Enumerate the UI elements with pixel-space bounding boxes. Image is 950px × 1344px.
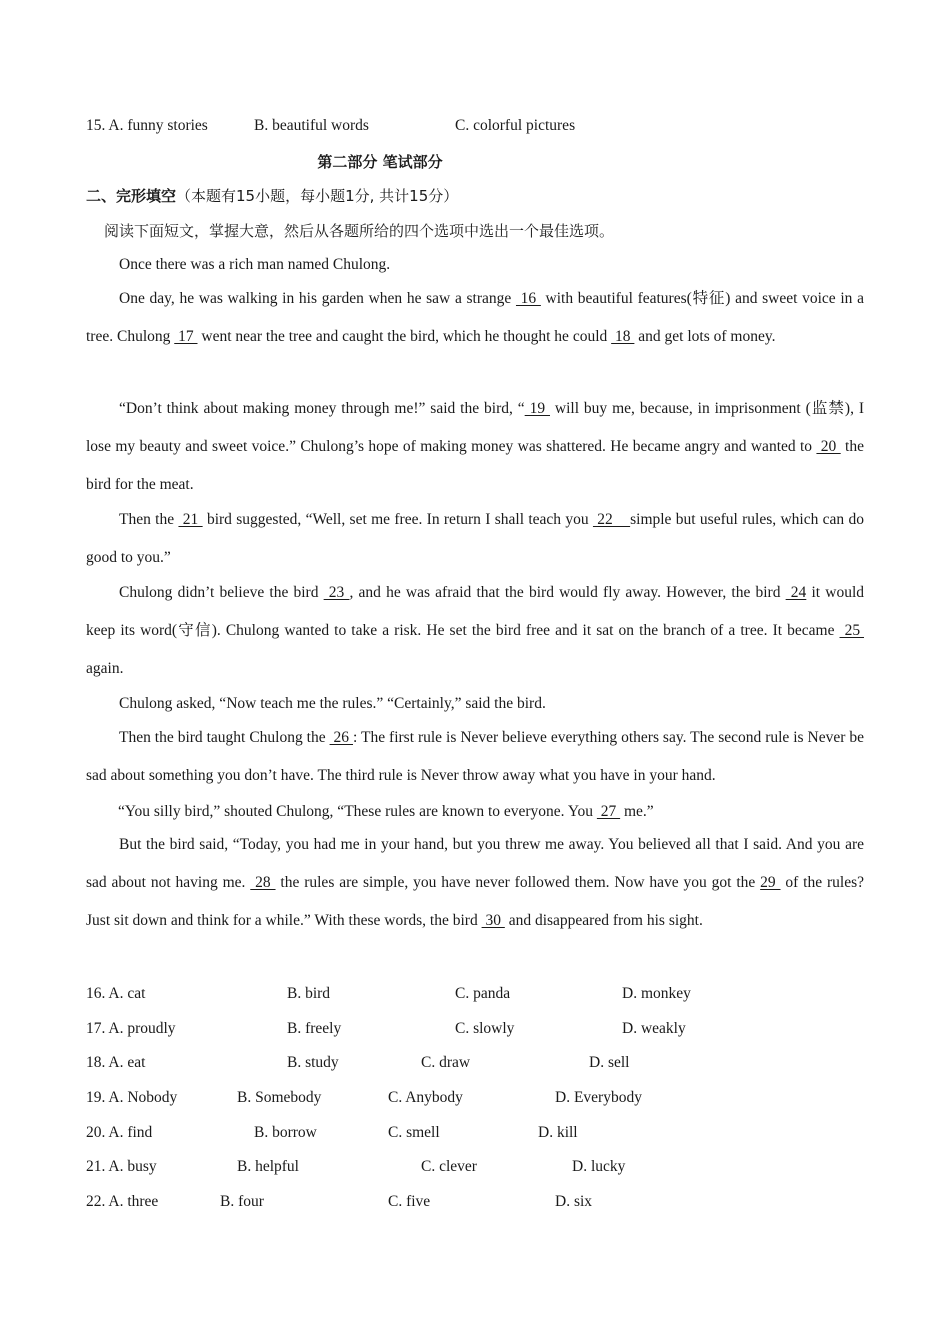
- blank-21: 21: [178, 511, 203, 528]
- passage-paragraph-8: [86, 801, 864, 823]
- q22-option-a: 22. A. three: [86, 1193, 159, 1210]
- q20-option-a: 20. A. find: [86, 1124, 153, 1141]
- text: with beautiful features(特征) and sweet voice in a tree. Chulong: [86, 290, 865, 345]
- q16-option-d: D. monkey: [622, 985, 691, 1002]
- passage-paragraph-3: [86, 390, 864, 504]
- text: bird suggested, “Well, set me free. In return I shall teach you: [202, 511, 593, 528]
- text: the bird for the meat.: [86, 438, 864, 493]
- q16-option-c: C. panda: [455, 985, 511, 1002]
- q22-option-c: C. five: [388, 1193, 431, 1210]
- blank-29: 29: [760, 874, 781, 891]
- q20-option-c: C. smell: [388, 1124, 440, 1141]
- q18-option-c: C. draw: [421, 1054, 471, 1071]
- text: Then the: [119, 511, 179, 528]
- text: the rules are simple, you have never followed them. Now have you got the: [275, 874, 761, 891]
- blank-19: 19: [524, 400, 550, 417]
- instruction: 阅读下面短文，掌握大意，然后从各题所给的四个选项中选出一个最佳选项。: [104, 222, 615, 240]
- text: : The first rule is Never believe everything others say. The second rule is Never be sad about something you don’t have. The third rule is Never throw away what you have in your hand.: [86, 729, 864, 784]
- passage-paragraph-1: Once there was a rich man named Chulong.: [119, 256, 391, 273]
- passage-paragraph-9: [86, 826, 864, 940]
- blank-24: 24: [785, 584, 807, 601]
- q17-option-c: C. slowly: [455, 1020, 515, 1037]
- q16-option-a: 16. A. cat: [86, 985, 146, 1002]
- text: and disappeared from his sight.: [504, 912, 703, 929]
- text: Chulong didn’t believe the bird: [119, 584, 324, 601]
- text: me.”: [620, 803, 654, 820]
- text: again.: [86, 660, 124, 677]
- text: Then the bird taught Chulong the: [119, 729, 330, 746]
- q17-option-a: 17. A. proudly: [86, 1020, 176, 1037]
- q20-option-d: D. kill: [538, 1124, 578, 1141]
- q19-option-a: 19. A. Nobody: [86, 1089, 178, 1106]
- text: went near the tree and caught the bird, which he thought he could: [197, 328, 612, 345]
- q15-option-c: C. colorful pictures: [455, 117, 576, 134]
- blank-27: 27: [596, 803, 621, 820]
- section-note: （本题有15小题，每小题1分, 共计15分）: [176, 187, 459, 205]
- q20-option-b: B. borrow: [254, 1124, 317, 1141]
- section-title: 二、完形填空: [86, 187, 177, 205]
- text: it would keep its word(守信). Chulong wanted to take a risk. He set the bird free and it sat on the branch of a tree. It became: [86, 584, 865, 639]
- text: But the bird said, “Today, you had me in your hand, but you threw me away. You believed all that I said. And you are sad about not having me.: [86, 836, 864, 891]
- q15-option-b: B. beautiful words: [254, 117, 369, 134]
- text: “You silly bird,” shouted Chulong, “These rules are known to everyone. You: [118, 803, 597, 820]
- passage-paragraph-2: [86, 280, 864, 356]
- blank-28: 28: [250, 874, 276, 891]
- blank-22: 22: [592, 511, 631, 528]
- blank-18: 18: [611, 328, 635, 345]
- q18-option-d: D. sell: [589, 1054, 630, 1071]
- text: simple but useful rules, which can do good to you.”: [86, 511, 865, 566]
- q18-option-a: 18. A. eat: [86, 1054, 146, 1071]
- q22-option-b: B. four: [220, 1193, 264, 1210]
- q21-option-b: B. helpful: [237, 1158, 299, 1175]
- q15-option-a: 15. A. funny stories: [86, 117, 208, 134]
- blank-30: 30: [481, 912, 505, 929]
- blank-20: 20: [816, 438, 841, 455]
- q16-option-b: B. bird: [287, 985, 331, 1002]
- blank-16: 16: [515, 290, 541, 307]
- question-15: [86, 117, 208, 135]
- text: will buy me, because, in imprisonment (监禁), I lose my beauty and sweet voice.” Chulong’s hope of making money was shattered. He became angry and wanted to: [86, 400, 865, 455]
- section-heading: [86, 185, 458, 206]
- blank-25: 25: [839, 622, 864, 639]
- text: , and he was afraid that the bird would fly away. However, the bird: [349, 584, 786, 601]
- q18-option-b: B. study: [287, 1054, 339, 1071]
- passage-paragraph-7: [86, 719, 864, 795]
- part-title: 第二部分 笔试部分: [317, 153, 443, 171]
- passage-paragraph-6: Chulong asked, “Now teach me the rules.” “Certainly,” said the bird.: [119, 695, 546, 712]
- q21-option-d: D. lucky: [572, 1158, 626, 1175]
- blank-23: 23: [323, 584, 350, 601]
- q19-option-d: D. Everybody: [555, 1089, 642, 1106]
- q17-option-d: D. weakly: [622, 1020, 686, 1037]
- q19-option-b: B. Somebody: [237, 1089, 322, 1106]
- text: “Don’t think about making money through me!” said the bird, “: [119, 400, 525, 417]
- q21-option-c: C. clever: [421, 1158, 477, 1175]
- q21-option-a: 21. A. busy: [86, 1158, 157, 1175]
- q19-option-c: C. Anybody: [388, 1089, 463, 1106]
- q17-option-b: B. freely: [287, 1020, 342, 1037]
- text: of the rules? Just sit down and think for a while.” With these words, the bird: [86, 874, 864, 929]
- passage-paragraph-5: [86, 574, 864, 688]
- text: One day, he was walking in his garden when he saw a strange: [119, 290, 516, 307]
- passage-paragraph-4: [86, 501, 864, 577]
- q22-option-d: D. six: [555, 1193, 593, 1210]
- blank-26: 26: [329, 729, 353, 746]
- blank-17: 17: [174, 328, 198, 345]
- text: and get lots of money.: [634, 328, 776, 345]
